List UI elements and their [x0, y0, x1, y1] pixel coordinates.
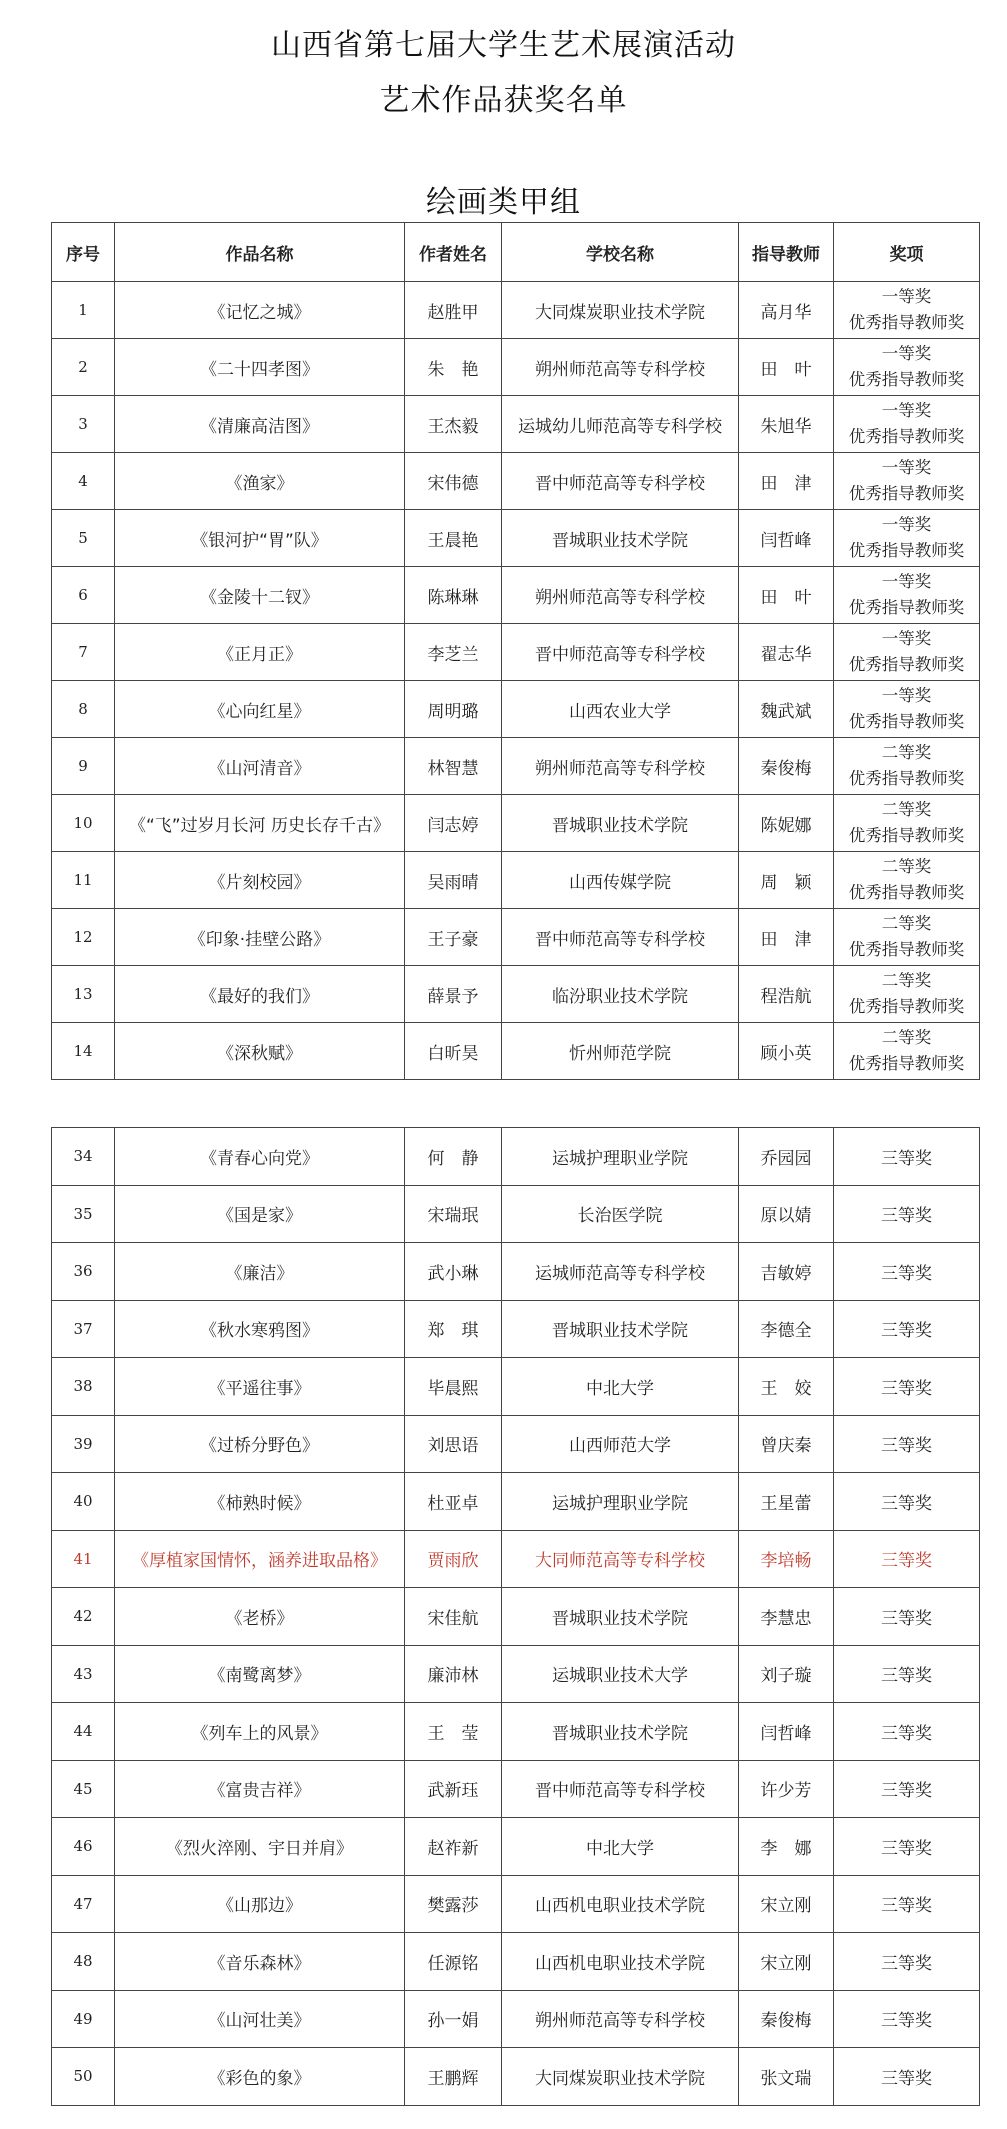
- row-number: 14: [52, 1023, 115, 1080]
- school-name: 晋城职业技术学院: [502, 795, 739, 852]
- work-title: 《山河壮美》: [115, 1990, 405, 2048]
- teacher-name: 翟志华: [739, 624, 834, 681]
- author-name: 宋瑞珉: [405, 1185, 502, 1243]
- award-cell: 三等奖: [834, 1530, 980, 1588]
- author-name: 吴雨晴: [405, 852, 502, 909]
- award-cell: [834, 738, 980, 795]
- teacher-name: 周 颖: [739, 852, 834, 909]
- row-number: 10: [52, 795, 115, 852]
- award-cell: [834, 1023, 980, 1080]
- teacher-name: 高月华: [739, 282, 834, 339]
- row-number: 9: [52, 738, 115, 795]
- award-cell: 三等奖: [834, 1185, 980, 1243]
- award-cell: 三等奖: [834, 2048, 980, 2106]
- award-level: 一等奖: [881, 287, 932, 306]
- school-name: 晋城职业技术学院: [502, 510, 739, 567]
- awards-table-part2: [51, 1127, 980, 2106]
- work-title: 《“飞”过岁月长河 历史长存千古》: [115, 795, 405, 852]
- table-row: [52, 1645, 980, 1703]
- work-title: 《清廉高洁图》: [115, 396, 405, 453]
- award-level: 二等奖: [881, 971, 932, 990]
- row-number: 12: [52, 909, 115, 966]
- work-title: 《金陵十二钗》: [115, 567, 405, 624]
- teacher-name: 李 娜: [739, 1818, 834, 1876]
- teacher-award: 优秀指导教师奖: [848, 769, 965, 788]
- teacher-award: 优秀指导教师奖: [848, 826, 965, 845]
- teacher-name: 王 姣: [739, 1358, 834, 1416]
- table-row: [52, 1760, 980, 1818]
- row-number: 42: [52, 1588, 115, 1646]
- award-cell: 三等奖: [834, 1243, 980, 1301]
- award-cell: 三等奖: [834, 1415, 980, 1473]
- work-title: 《廉洁》: [115, 1243, 405, 1301]
- author-name: 闫志婷: [405, 795, 502, 852]
- award-cell: [834, 282, 980, 339]
- row-number: 39: [52, 1415, 115, 1473]
- teacher-award: 优秀指导教师奖: [848, 1054, 965, 1073]
- school-name: 山西机电职业技术学院: [502, 1933, 739, 1991]
- section-title: 绘画类甲组: [426, 185, 581, 220]
- table-row: [52, 339, 980, 396]
- award-cell: [834, 567, 980, 624]
- table-row: [52, 282, 980, 339]
- author-name: 樊露莎: [405, 1875, 502, 1933]
- author-name: 朱 艳: [405, 339, 502, 396]
- row-number: 1: [52, 282, 115, 339]
- row-number: 40: [52, 1473, 115, 1531]
- table-row: [52, 681, 980, 738]
- school-name: 运城幼儿师范高等专科学校: [502, 396, 739, 453]
- row-number: 11: [52, 852, 115, 909]
- row-number: 44: [52, 1703, 115, 1761]
- teacher-name: 张文瑞: [739, 2048, 834, 2106]
- school-name: 晋中师范高等专科学校: [502, 624, 739, 681]
- school-name: 运城师范高等专科学校: [502, 1243, 739, 1301]
- award-level: 二等奖: [881, 800, 932, 819]
- teacher-award: 优秀指导教师奖: [848, 598, 965, 617]
- work-title: 《柿熟时候》: [115, 1473, 405, 1531]
- award-cell: 三等奖: [834, 1645, 980, 1703]
- school-name: 晋中师范高等专科学校: [502, 909, 739, 966]
- work-title: 《音乐森林》: [115, 1933, 405, 1991]
- work-title: 《心向红星》: [115, 681, 405, 738]
- author-name: 周明璐: [405, 681, 502, 738]
- author-name: 孙一娟: [405, 1990, 502, 2048]
- award-cell: 三等奖: [834, 1875, 980, 1933]
- header-work: 作品名称: [115, 223, 405, 282]
- school-name: 晋中师范高等专科学校: [502, 1760, 739, 1818]
- teacher-name: 田 叶: [739, 339, 834, 396]
- work-title: 《南鹭离梦》: [115, 1645, 405, 1703]
- table-row: [52, 1473, 980, 1531]
- work-title: 《烈火淬刚、宇日并肩》: [115, 1818, 405, 1876]
- row-number: 45: [52, 1760, 115, 1818]
- award-level: 一等奖: [881, 458, 932, 477]
- document-subtitle: 艺术作品获奖名单: [379, 83, 628, 118]
- table-row: [52, 510, 980, 567]
- header-number: 序号: [52, 223, 115, 282]
- work-title: 《秋水寒鸦图》: [115, 1300, 405, 1358]
- row-number: 49: [52, 1990, 115, 2048]
- author-name: 王 莹: [405, 1703, 502, 1761]
- table-row: [52, 1530, 980, 1588]
- row-number: 43: [52, 1645, 115, 1703]
- table-row: [52, 453, 980, 510]
- table-row: [52, 795, 980, 852]
- table-row: [52, 1023, 980, 1080]
- document-title: 山西省第七届大学生艺术展演活动: [271, 28, 736, 63]
- table-row: [52, 567, 980, 624]
- award-level: 一等奖: [881, 344, 932, 363]
- school-name: 朔州师范高等专科学校: [502, 339, 739, 396]
- author-name: 薛景予: [405, 966, 502, 1023]
- award-level: 二等奖: [881, 743, 932, 762]
- award-cell: [834, 624, 980, 681]
- row-number: 41: [52, 1530, 115, 1588]
- author-name: 宋佳航: [405, 1588, 502, 1646]
- author-name: 武新珏: [405, 1760, 502, 1818]
- award-level: 一等奖: [881, 686, 932, 705]
- table-row: [52, 1358, 980, 1416]
- award-cell: [834, 681, 980, 738]
- award-level: 二等奖: [881, 914, 932, 933]
- table-row: [52, 1818, 980, 1876]
- award-level: 一等奖: [881, 401, 932, 420]
- teacher-name: 王星蕾: [739, 1473, 834, 1531]
- author-name: 杜亚卓: [405, 1473, 502, 1531]
- award-cell: [834, 909, 980, 966]
- work-title: 《记忆之城》: [115, 282, 405, 339]
- award-cell: 三等奖: [834, 1128, 980, 1186]
- teacher-name: 闫哲峰: [739, 510, 834, 567]
- award-cell: 三等奖: [834, 1588, 980, 1646]
- work-title: 《过桥分野色》: [115, 1415, 405, 1473]
- author-name: 王杰毅: [405, 396, 502, 453]
- teacher-name: 秦俊梅: [739, 738, 834, 795]
- table-row: [52, 624, 980, 681]
- school-name: 忻州师范学院: [502, 1023, 739, 1080]
- school-name: 朔州师范高等专科学校: [502, 567, 739, 624]
- row-number: 46: [52, 1818, 115, 1876]
- teacher-name: 田 津: [739, 909, 834, 966]
- table-row: [52, 1185, 980, 1243]
- school-name: 晋城职业技术学院: [502, 1703, 739, 1761]
- teacher-name: 曾庆秦: [739, 1415, 834, 1473]
- table-row: [52, 1300, 980, 1358]
- table-row: [52, 1588, 980, 1646]
- school-name: 朔州师范高等专科学校: [502, 738, 739, 795]
- author-name: 贾雨欣: [405, 1530, 502, 1588]
- teacher-name: 闫哲峰: [739, 1703, 834, 1761]
- table-row: [52, 1990, 980, 2048]
- award-cell: [834, 453, 980, 510]
- work-title: 《片刻校园》: [115, 852, 405, 909]
- row-number: 34: [52, 1128, 115, 1186]
- school-name: 山西机电职业技术学院: [502, 1875, 739, 1933]
- table-row: [52, 1243, 980, 1301]
- award-level: 一等奖: [881, 572, 932, 591]
- teacher-name: 宋立刚: [739, 1875, 834, 1933]
- teacher-award: 优秀指导教师奖: [848, 541, 965, 560]
- author-name: 白昕昊: [405, 1023, 502, 1080]
- row-number: 47: [52, 1875, 115, 1933]
- teacher-award: 优秀指导教师奖: [848, 712, 965, 731]
- table-row: [52, 1875, 980, 1933]
- school-name: 中北大学: [502, 1358, 739, 1416]
- award-cell: 三等奖: [834, 1703, 980, 1761]
- table-row: [52, 2048, 980, 2106]
- teacher-award: 优秀指导教师奖: [848, 655, 965, 674]
- teacher-name: 宋立刚: [739, 1933, 834, 1991]
- school-name: 大同师范高等专科学校: [502, 1530, 739, 1588]
- school-name: 运城护理职业学院: [502, 1473, 739, 1531]
- row-number: 5: [52, 510, 115, 567]
- table-row: [52, 738, 980, 795]
- author-name: 赵胜甲: [405, 282, 502, 339]
- work-title: 《列车上的风景》: [115, 1703, 405, 1761]
- author-name: 王晨艳: [405, 510, 502, 567]
- author-name: 赵祚新: [405, 1818, 502, 1876]
- school-name: 运城职业技术大学: [502, 1645, 739, 1703]
- author-name: 郑 琪: [405, 1300, 502, 1358]
- teacher-name: 田 叶: [739, 567, 834, 624]
- school-name: 中北大学: [502, 1818, 739, 1876]
- row-number: 8: [52, 681, 115, 738]
- work-title: 《正月正》: [115, 624, 405, 681]
- table-row: [52, 1415, 980, 1473]
- teacher-name: 吉敏婷: [739, 1243, 834, 1301]
- school-name: 晋城职业技术学院: [502, 1300, 739, 1358]
- teacher-name: 许少芳: [739, 1760, 834, 1818]
- school-name: 运城护理职业学院: [502, 1128, 739, 1186]
- table-row: [52, 909, 980, 966]
- author-name: 武小琳: [405, 1243, 502, 1301]
- row-number: 48: [52, 1933, 115, 1991]
- teacher-name: 程浩航: [739, 966, 834, 1023]
- work-title: 《山那边》: [115, 1875, 405, 1933]
- award-cell: 三等奖: [834, 1990, 980, 2048]
- work-title: 《山河清音》: [115, 738, 405, 795]
- row-number: 2: [52, 339, 115, 396]
- work-title: 《老桥》: [115, 1588, 405, 1646]
- header-school: 学校名称: [502, 223, 739, 282]
- award-cell: [834, 396, 980, 453]
- author-name: 王鹏辉: [405, 2048, 502, 2106]
- teacher-name: 朱旭华: [739, 396, 834, 453]
- row-number: 38: [52, 1358, 115, 1416]
- work-title: 《印象·挂壁公路》: [115, 909, 405, 966]
- school-name: 大同煤炭职业技术学院: [502, 2048, 739, 2106]
- awards-table-part1: [51, 222, 980, 1080]
- work-title: 《青春心向党》: [115, 1128, 405, 1186]
- award-level: 二等奖: [881, 1028, 932, 1047]
- award-cell: [834, 966, 980, 1023]
- author-name: 宋伟德: [405, 453, 502, 510]
- teacher-name: 田 津: [739, 453, 834, 510]
- award-cell: 三等奖: [834, 1933, 980, 1991]
- award-cell: [834, 510, 980, 567]
- work-title: 《平遥往事》: [115, 1358, 405, 1416]
- teacher-award: 优秀指导教师奖: [848, 370, 965, 389]
- row-number: 4: [52, 453, 115, 510]
- author-name: 廉沛林: [405, 1645, 502, 1703]
- teacher-name: 李德全: [739, 1300, 834, 1358]
- award-cell: [834, 795, 980, 852]
- teacher-name: 李培畅: [739, 1530, 834, 1588]
- teacher-name: 李慧忠: [739, 1588, 834, 1646]
- teacher-name: 陈妮娜: [739, 795, 834, 852]
- teacher-award: 优秀指导教师奖: [848, 940, 965, 959]
- work-title: 《国是家》: [115, 1185, 405, 1243]
- teacher-award: 优秀指导教师奖: [848, 427, 965, 446]
- award-level: 一等奖: [881, 515, 932, 534]
- award-level: 一等奖: [881, 629, 932, 648]
- school-name: 山西农业大学: [502, 681, 739, 738]
- teacher-name: 顾小英: [739, 1023, 834, 1080]
- row-number: 37: [52, 1300, 115, 1358]
- work-title: 《彩色的象》: [115, 2048, 405, 2106]
- author-name: 毕晨熙: [405, 1358, 502, 1416]
- teacher-name: 魏武斌: [739, 681, 834, 738]
- table-header-row: [52, 223, 980, 282]
- work-title: 《银河护“胃”队》: [115, 510, 405, 567]
- school-name: 晋中师范高等专科学校: [502, 453, 739, 510]
- work-title: 《深秋赋》: [115, 1023, 405, 1080]
- work-title: 《富贵吉祥》: [115, 1760, 405, 1818]
- table-row: [52, 966, 980, 1023]
- school-name: 山西传媒学院: [502, 852, 739, 909]
- work-title: 《最好的我们》: [115, 966, 405, 1023]
- teacher-award: 优秀指导教师奖: [848, 883, 965, 902]
- school-name: 山西师范大学: [502, 1415, 739, 1473]
- teacher-award: 优秀指导教师奖: [848, 484, 965, 503]
- award-cell: 三等奖: [834, 1818, 980, 1876]
- row-number: 50: [52, 2048, 115, 2106]
- author-name: 林智慧: [405, 738, 502, 795]
- header-award: 奖项: [834, 223, 980, 282]
- author-name: 何 静: [405, 1128, 502, 1186]
- award-cell: [834, 339, 980, 396]
- school-name: 朔州师范高等专科学校: [502, 1990, 739, 2048]
- table-row: [52, 1933, 980, 1991]
- award-cell: 三等奖: [834, 1760, 980, 1818]
- school-name: 晋城职业技术学院: [502, 1588, 739, 1646]
- author-name: 李芝兰: [405, 624, 502, 681]
- row-number: 6: [52, 567, 115, 624]
- school-name: 大同煤炭职业技术学院: [502, 282, 739, 339]
- author-name: 刘思语: [405, 1415, 502, 1473]
- award-cell: 三等奖: [834, 1358, 980, 1416]
- header-author: 作者姓名: [405, 223, 502, 282]
- work-title: 《厚植家国情怀，涵养进取品格》: [115, 1530, 405, 1588]
- row-number: 13: [52, 966, 115, 1023]
- teacher-name: 乔园园: [739, 1128, 834, 1186]
- award-cell: [834, 852, 980, 909]
- row-number: 3: [52, 396, 115, 453]
- author-name: 陈琳琳: [405, 567, 502, 624]
- school-name: 临汾职业技术学院: [502, 966, 739, 1023]
- author-name: 王子豪: [405, 909, 502, 966]
- teacher-award: 优秀指导教师奖: [848, 313, 965, 332]
- award-level: 二等奖: [881, 857, 932, 876]
- teacher-award: 优秀指导教师奖: [848, 997, 965, 1016]
- teacher-name: 秦俊梅: [739, 1990, 834, 2048]
- table-row: [52, 852, 980, 909]
- table-row: [52, 396, 980, 453]
- teacher-name: 原以婧: [739, 1185, 834, 1243]
- row-number: 35: [52, 1185, 115, 1243]
- row-number: 36: [52, 1243, 115, 1301]
- work-title: 《渔家》: [115, 453, 405, 510]
- row-number: 7: [52, 624, 115, 681]
- award-cell: 三等奖: [834, 1473, 980, 1531]
- table-row: [52, 1128, 980, 1186]
- school-name: 长治医学院: [502, 1185, 739, 1243]
- table-row: [52, 1703, 980, 1761]
- work-title: 《二十四孝图》: [115, 339, 405, 396]
- header-teacher: 指导教师: [739, 223, 834, 282]
- award-cell: 三等奖: [834, 1300, 980, 1358]
- teacher-name: 刘子璇: [739, 1645, 834, 1703]
- author-name: 任源铭: [405, 1933, 502, 1991]
